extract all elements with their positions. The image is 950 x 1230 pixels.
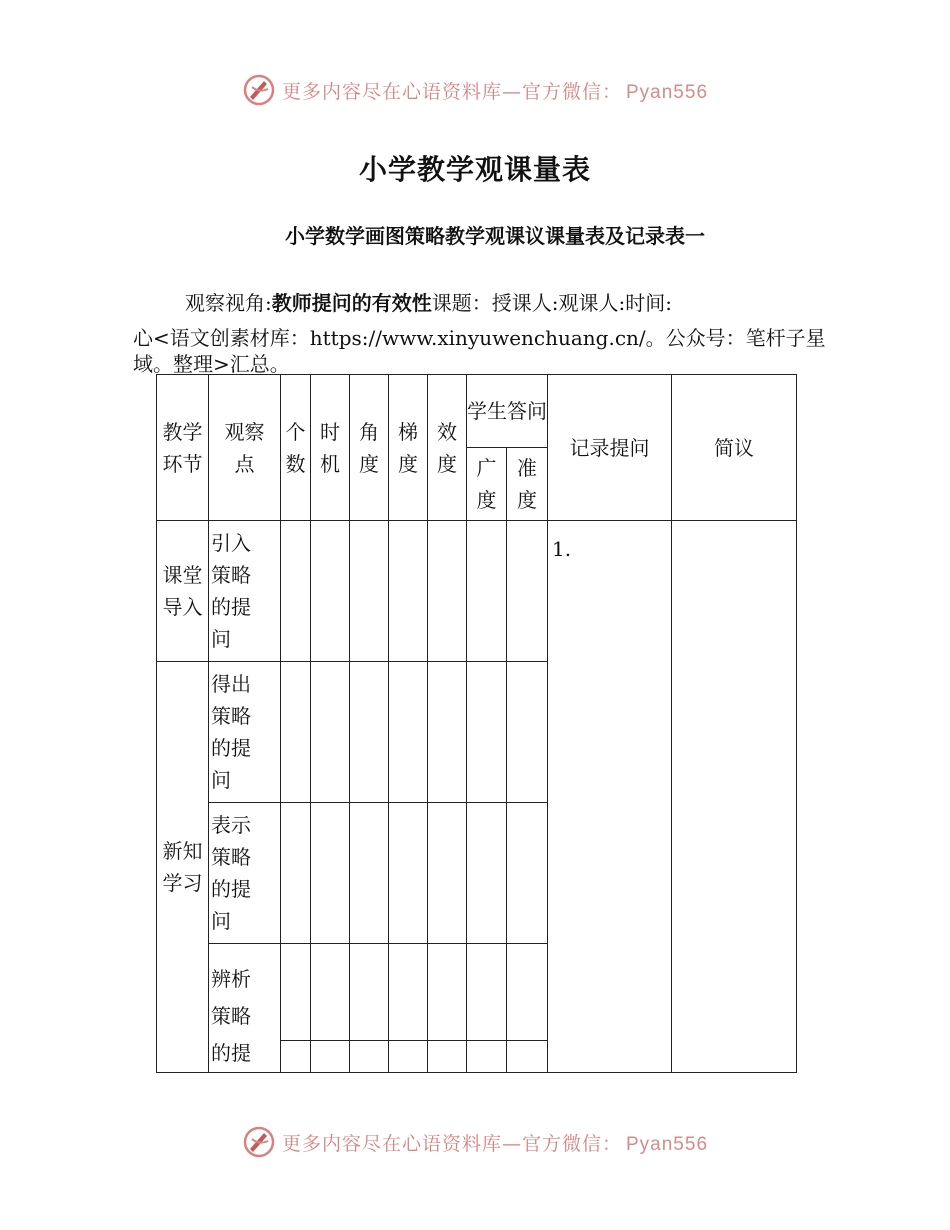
header-breadth: 广 度 [467, 448, 507, 521]
observation-meta [185, 287, 672, 316]
source-note: 心<语文创素材库：https://www.xinyuwenchuang.cn/。公众号：笔杆子星域。整理>汇总。 [133, 326, 826, 376]
page-title: 小学教学观课量表 [358, 153, 591, 186]
timing-cell[interactable] [311, 803, 350, 944]
effect-cell[interactable] [428, 521, 467, 662]
accuracy-cell[interactable] [507, 1041, 548, 1073]
accuracy-cell[interactable] [507, 944, 548, 1041]
stage-cell: 新知 学习 [157, 662, 209, 1073]
observation-table [156, 374, 797, 1073]
meta-prefix: 观察视角: [185, 291, 272, 315]
angle-cell[interactable] [350, 803, 389, 944]
point-cell: 表示 策略 的提 问 [209, 803, 281, 944]
logo-icon [242, 1125, 276, 1159]
angle-cell[interactable] [350, 521, 389, 662]
header-point: 观察 点 [209, 375, 281, 521]
accuracy-cell[interactable] [507, 521, 548, 662]
count-cell[interactable] [281, 662, 311, 803]
header-gradient: 梯 度 [389, 375, 428, 521]
breadth-cell[interactable] [467, 662, 507, 803]
header-stage: 教学 环节 [157, 375, 209, 521]
page-subtitle: 小学数学画图策略教学观课议课量表及记录表一 [285, 224, 705, 248]
record-cell[interactable]: 1. [548, 521, 672, 1073]
header-timing: 时 机 [311, 375, 350, 521]
timing-cell[interactable] [311, 944, 350, 1041]
angle-cell[interactable] [350, 662, 389, 803]
count-cell[interactable] [281, 521, 311, 662]
accuracy-cell[interactable] [507, 662, 548, 803]
point-cell: 引入 策略 的提 问 [209, 521, 281, 662]
logo-icon [242, 73, 276, 107]
header-record: 记录提问 [548, 375, 672, 521]
header-answers: 学生答问 [467, 375, 548, 448]
effect-cell[interactable] [428, 803, 467, 944]
stage-cell: 课堂 导入 [157, 521, 209, 662]
table-row [157, 521, 797, 662]
count-cell[interactable] [281, 1041, 311, 1073]
count-cell[interactable] [281, 803, 311, 944]
timing-cell[interactable] [311, 521, 350, 662]
header-effect: 效 度 [428, 375, 467, 521]
header-angle: 角 度 [350, 375, 389, 521]
point-cell: 辨析 策略 的提 [209, 944, 281, 1073]
watermark-text: 更多内容尽在心语资料库—官方微信： Pyan556 [281, 1132, 709, 1155]
effect-cell[interactable] [428, 1041, 467, 1073]
watermark-header [0, 70, 950, 110]
header-comment: 简议 [672, 375, 797, 521]
angle-cell[interactable] [350, 944, 389, 1041]
meta-focus: 教师提问的有效性 [271, 291, 432, 315]
watermark-text: 更多内容尽在心语资料库—官方微信： Pyan556 [281, 80, 709, 103]
gradient-cell[interactable] [389, 944, 428, 1041]
breadth-cell[interactable] [467, 521, 507, 662]
breadth-cell[interactable] [467, 1041, 507, 1073]
header-count: 个 数 [281, 375, 311, 521]
gradient-cell[interactable] [389, 521, 428, 662]
header-accuracy: 准 度 [507, 448, 548, 521]
watermark-footer [0, 1122, 950, 1162]
effect-cell[interactable] [428, 662, 467, 803]
accuracy-cell[interactable] [507, 803, 548, 944]
gradient-cell[interactable] [389, 1041, 428, 1073]
timing-cell[interactable] [311, 662, 350, 803]
comment-cell[interactable] [672, 521, 797, 1073]
count-cell[interactable] [281, 944, 311, 1041]
point-cell: 得出 策略 的提 问 [209, 662, 281, 803]
timing-cell[interactable] [311, 1041, 350, 1073]
angle-cell[interactable] [350, 1041, 389, 1073]
breadth-cell[interactable] [467, 803, 507, 944]
gradient-cell[interactable] [389, 662, 428, 803]
breadth-cell[interactable] [467, 944, 507, 1041]
effect-cell[interactable] [428, 944, 467, 1041]
gradient-cell[interactable] [389, 803, 428, 944]
meta-fields: 课题：授课人:观课人:时间: [431, 291, 672, 315]
